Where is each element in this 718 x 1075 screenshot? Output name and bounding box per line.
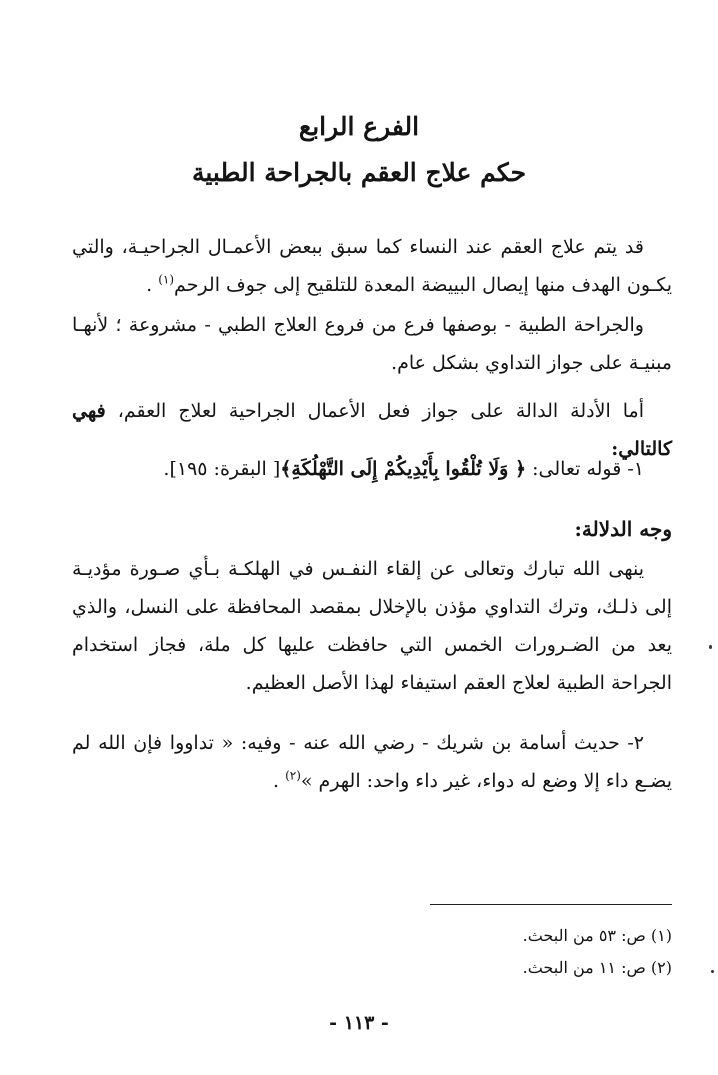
paragraph-inference: ينهى الله تبارك وتعالى عن إلقاء النفـس في الهلكـة بـأي صـورة مؤديـة إلى ذلـك، وترك التداوي مؤذن بالإخلال بمقصد المحافظة على النسل، والذي يعد من الضـرورات الخمس التي حافظت عليها كل ملة، فجاز استخدام الجراحة الطبية لعلاج العقم استيفاء لهذا الأصل العظيم. xyxy=(72,558,672,694)
evidence-intro-bold: فهي كالتالي: xyxy=(72,400,672,460)
evidence-2-text: ٢- حديث أسامة بن شريك - رضي الله عنه - وفيه: « تداووا فإن الله لم يضـع داء إلا وضع له دواء، غير داء واحد: الهرم » xyxy=(72,732,672,792)
evidence-2 xyxy=(72,724,672,800)
section-heading: الفرع الرابع xyxy=(298,112,420,141)
footnote-2: (٢) ص: ١١ من البحث. xyxy=(522,958,672,977)
paragraph-surgery: والجراحة الطبية - بوصفها فرع من فروع العلاج الطبي - مشروعة ؛ لأنهـا مبنيـة على جواز التداوي بشكل عام. xyxy=(72,314,672,374)
verse-reference: [ البقرة: ١٩٥]. xyxy=(163,458,281,480)
scan-speck xyxy=(709,645,712,649)
footnote-ref-1[interactable]: (١) xyxy=(158,272,175,287)
evidence-1 xyxy=(72,450,672,488)
footnote-1: (١) ص: ٥٣ من البحث. xyxy=(522,926,672,945)
scan-speck xyxy=(711,970,714,973)
section-title: حكم علاج العقم بالجراحة الطبية xyxy=(191,158,527,187)
evidence-1-lead: ١- قوله تعالى: xyxy=(526,458,644,480)
subheading-inference: وجه الدلالة: xyxy=(574,517,672,541)
paragraph-intro-text: قد يتم علاج العقم عند النساء كما سبق ببعض الأعمـال الجراحيـة، والتي يكـون الهدف منها إيصال البييضة المعدة للتلقيح إلى جوف الرحم xyxy=(72,236,672,296)
page-number: - ١١٣ - xyxy=(329,1012,389,1034)
paragraph-intro-end: . xyxy=(146,274,159,296)
quran-verse: ﴿ وَلَا تُلْقُوا بِأَيْدِيكُمْ إِلَى التَّهْلُكَةِ﴾ xyxy=(280,458,527,480)
footnote-ref-2[interactable]: (٢) xyxy=(285,768,301,783)
evidence-2-end: . xyxy=(272,770,286,792)
footnote-divider xyxy=(430,904,672,905)
paragraph-intro xyxy=(72,228,672,304)
evidence-intro-text: أما الأدلة الدالة على جواز فعل الأعمال الجراحية لعلاج العقم، xyxy=(105,400,644,422)
